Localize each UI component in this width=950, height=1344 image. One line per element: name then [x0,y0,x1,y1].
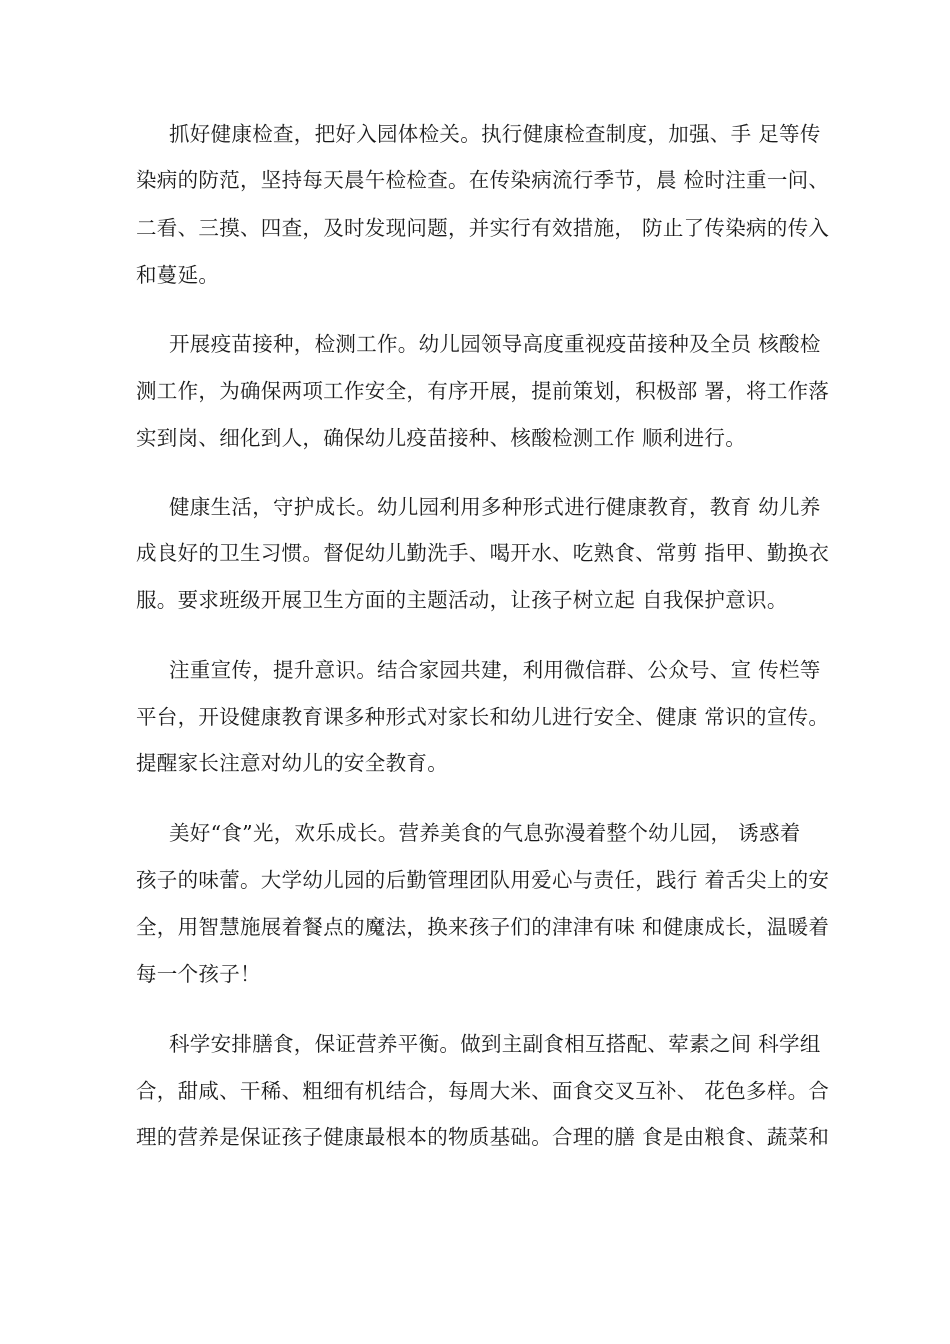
paragraph-nutrition-line-2: 合，甜咸、干稀、粗细有机结合，每周大米、面食交叉互补、 花色多样。合 [136,1079,830,1103]
paragraph-vaccination-line-3: 实到岗、细化到人，确保幼儿疫苗接种、核酸检测工作 顺利进行。 [136,426,747,450]
paragraph-food-time-line-1: 美好“食”光，欢乐成长。营养美食的气息弥漫着整个幼儿园， 诱惑着 [169,821,801,845]
paragraph-food-time-line-3: 全，用智慧施展着餐点的魔法，换来孩子们的津津有味 和健康成长，温暖着 [136,915,830,939]
paragraph-healthy-living-line-2: 成良好的卫生习惯。督促幼儿勤洗手、喝开水、吃熟食、常剪 指甲、勤换衣 [136,541,830,565]
paragraph-food-time-line-4: 每一个孩子！ [136,962,261,986]
paragraph-nutrition-line-3: 理的营养是保证孩子健康最根本的物质基础。合理的膳 食是由粮食、蔬菜和 [136,1125,830,1149]
paragraph-vaccination-line-1: 开展疫苗接种，检测工作。幼儿园领导高度重视疫苗接种及全员 核酸检 [169,332,821,356]
paragraph-health-check-line-4: 和蔓延。 [136,263,220,287]
paragraph-publicity-line-3: 提醒家长注意对幼儿的安全教育。 [136,751,448,775]
paragraph-publicity-line-2: 平台，开设健康教育课多种形式对家长和幼儿进行安全、健康 常识的宣传。 [136,705,830,729]
paragraph-healthy-living-line-3: 服。要求班级开展卫生方面的主题活动，让孩子树立起 自我保护意识。 [136,588,788,612]
paragraph-nutrition-line-1: 科学安排膳食，保证营养平衡。做到主副食相互搭配、荤素之间 科学组 [169,1032,821,1056]
paragraph-publicity-line-1: 注重宣传，提升意识。结合家园共建，利用微信群、公众号、宣 传栏等 [169,658,821,682]
paragraph-vaccination-line-2: 测工作，为确保两项工作安全，有序开展，提前策划，积极部 署，将工作落 [136,379,830,403]
paragraph-health-check-line-1: 抓好健康检查，把好入园体检关。执行健康检查制度，加强、手 足等传 [169,122,821,146]
paragraph-health-check-line-2: 染病的防范，坚持每天晨午检检查。在传染病流行季节，晨 检时注重一问、 [136,168,830,192]
paragraph-health-check-line-3: 二看、三摸、四查，及时发现问题，并实行有效措施， 防止了传染病的传入 [136,216,830,240]
paragraph-food-time-line-2: 孩子的味蕾。大学幼儿园的后勤管理团队用爱心与责任，践行 着舌尖上的安 [136,868,830,892]
paragraph-healthy-living-line-1: 健康生活，守护成长。幼儿园利用多种形式进行健康教育，教育 幼儿养 [169,495,821,519]
